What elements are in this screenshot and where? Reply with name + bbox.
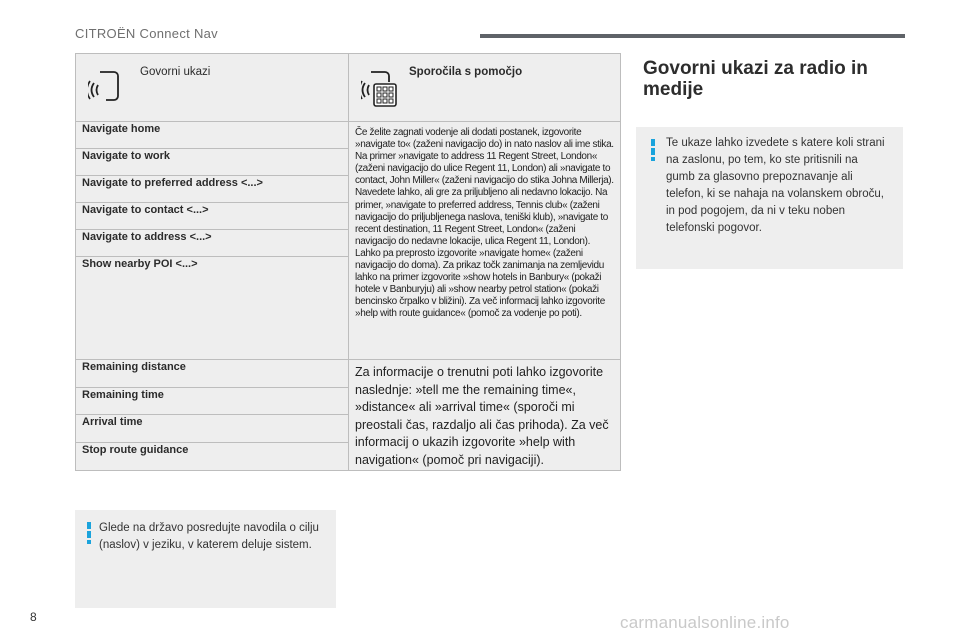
command-cell: Navigate to preferred address <...>	[76, 176, 349, 203]
description-cell-navigation: Če želite zagnati vodenje ali dodati postanek, izgovorite »navigate to« (zaženi navigacijo do) in nato naslov ali ime stika. Na primer »navigate to address 11 Regent Street, London« (zaženi navigacijo do ulice Regent 11, London) ali »navigate to contact, John Miller« (zaženi navigacijo do stika Johna Millerja). Navedete lahko, ali gre za priljubljeno ali nedavno lokacijo. Na primer, »navigate to preferred address, Tennis club« (zaženi navigacijo do priljubljenega naslova, teniški klub), »navigate to recent destination, 11 Regent Street, London« (zaženi navigacijo do nedavne lokacije, ulica Regent 11, London). Lahko pa preprosto izgovorite »navigate home« (zaženi navigacijo do doma). Za prikaz točk zanimanja na zemljevidu lahko na primer izgovorite »show hotels in Banbury« (pokaži hotele v Banburyju) ali »show nearby petrol station« (pokaži bencinsko črpalko v bližini). Za več informacij lahko izgovorite »help with route guidance« (pomoč za vodenje po poti).	[349, 122, 621, 360]
table-header-row	[76, 54, 621, 122]
info-note-text: Glede na državo posredujte navodila o cilju (naslov) v jeziku, v katerem deluje sistem.	[99, 522, 319, 551]
info-marker-icon	[87, 522, 91, 544]
section-title: Govorni ukazi za radio in medije	[643, 58, 868, 100]
table-row	[76, 360, 621, 388]
header-cell-help	[349, 54, 621, 122]
info-marker-icon	[651, 139, 655, 161]
header-label-help: Sporočila s pomočjo	[409, 66, 523, 78]
voice-commands-table	[75, 53, 621, 471]
table-row	[76, 122, 621, 149]
command-cell: Navigate to contact <...>	[76, 203, 349, 230]
page-number: 8	[30, 610, 37, 624]
page-header-title: CITROËN Connect Nav	[75, 26, 218, 41]
command-cell: Navigate to address <...>	[76, 230, 349, 257]
command-cell: Show nearby POI <...>	[76, 257, 349, 360]
header-rule	[480, 34, 905, 38]
command-cell: Navigate to work	[76, 149, 349, 176]
command-cell: Remaining distance	[76, 360, 349, 388]
header-label-commands: Govorni ukazi	[140, 66, 211, 78]
command-cell: Remaining time	[76, 387, 349, 415]
voice-help-keypad-icon	[361, 70, 397, 110]
footer-watermark: carmanualsonline.info	[620, 613, 790, 632]
info-note-language	[75, 510, 336, 608]
description-cell-route-info: Za informacije o trenutni poti lahko izgovorite naslednje: »tell me the remaining time«, »distance« ali »arrival time« (sporoči mi preostali čas, razdaljo ali čas prihoda). Za več informacij o ukazih izgovorite »help with navigation« (pomoč pri navigaciji).	[349, 360, 621, 471]
info-note-text: Te ukaze lahko izvedete s katere koli strani na zaslonu, po tem, ko ste pritisnili na gumb za glasovno prepoznavanje ali telefon, ki se nahaja na volanskem obroču, in pod pogojem, da ni v teku noben telefonski pogovor.	[666, 137, 885, 234]
command-cell: Stop route guidance	[76, 442, 349, 470]
voice-command-icon	[88, 70, 122, 104]
info-note-media	[636, 127, 903, 269]
command-cell: Arrival time	[76, 415, 349, 443]
header-cell-commands	[76, 54, 349, 122]
command-cell: Navigate home	[76, 122, 349, 149]
